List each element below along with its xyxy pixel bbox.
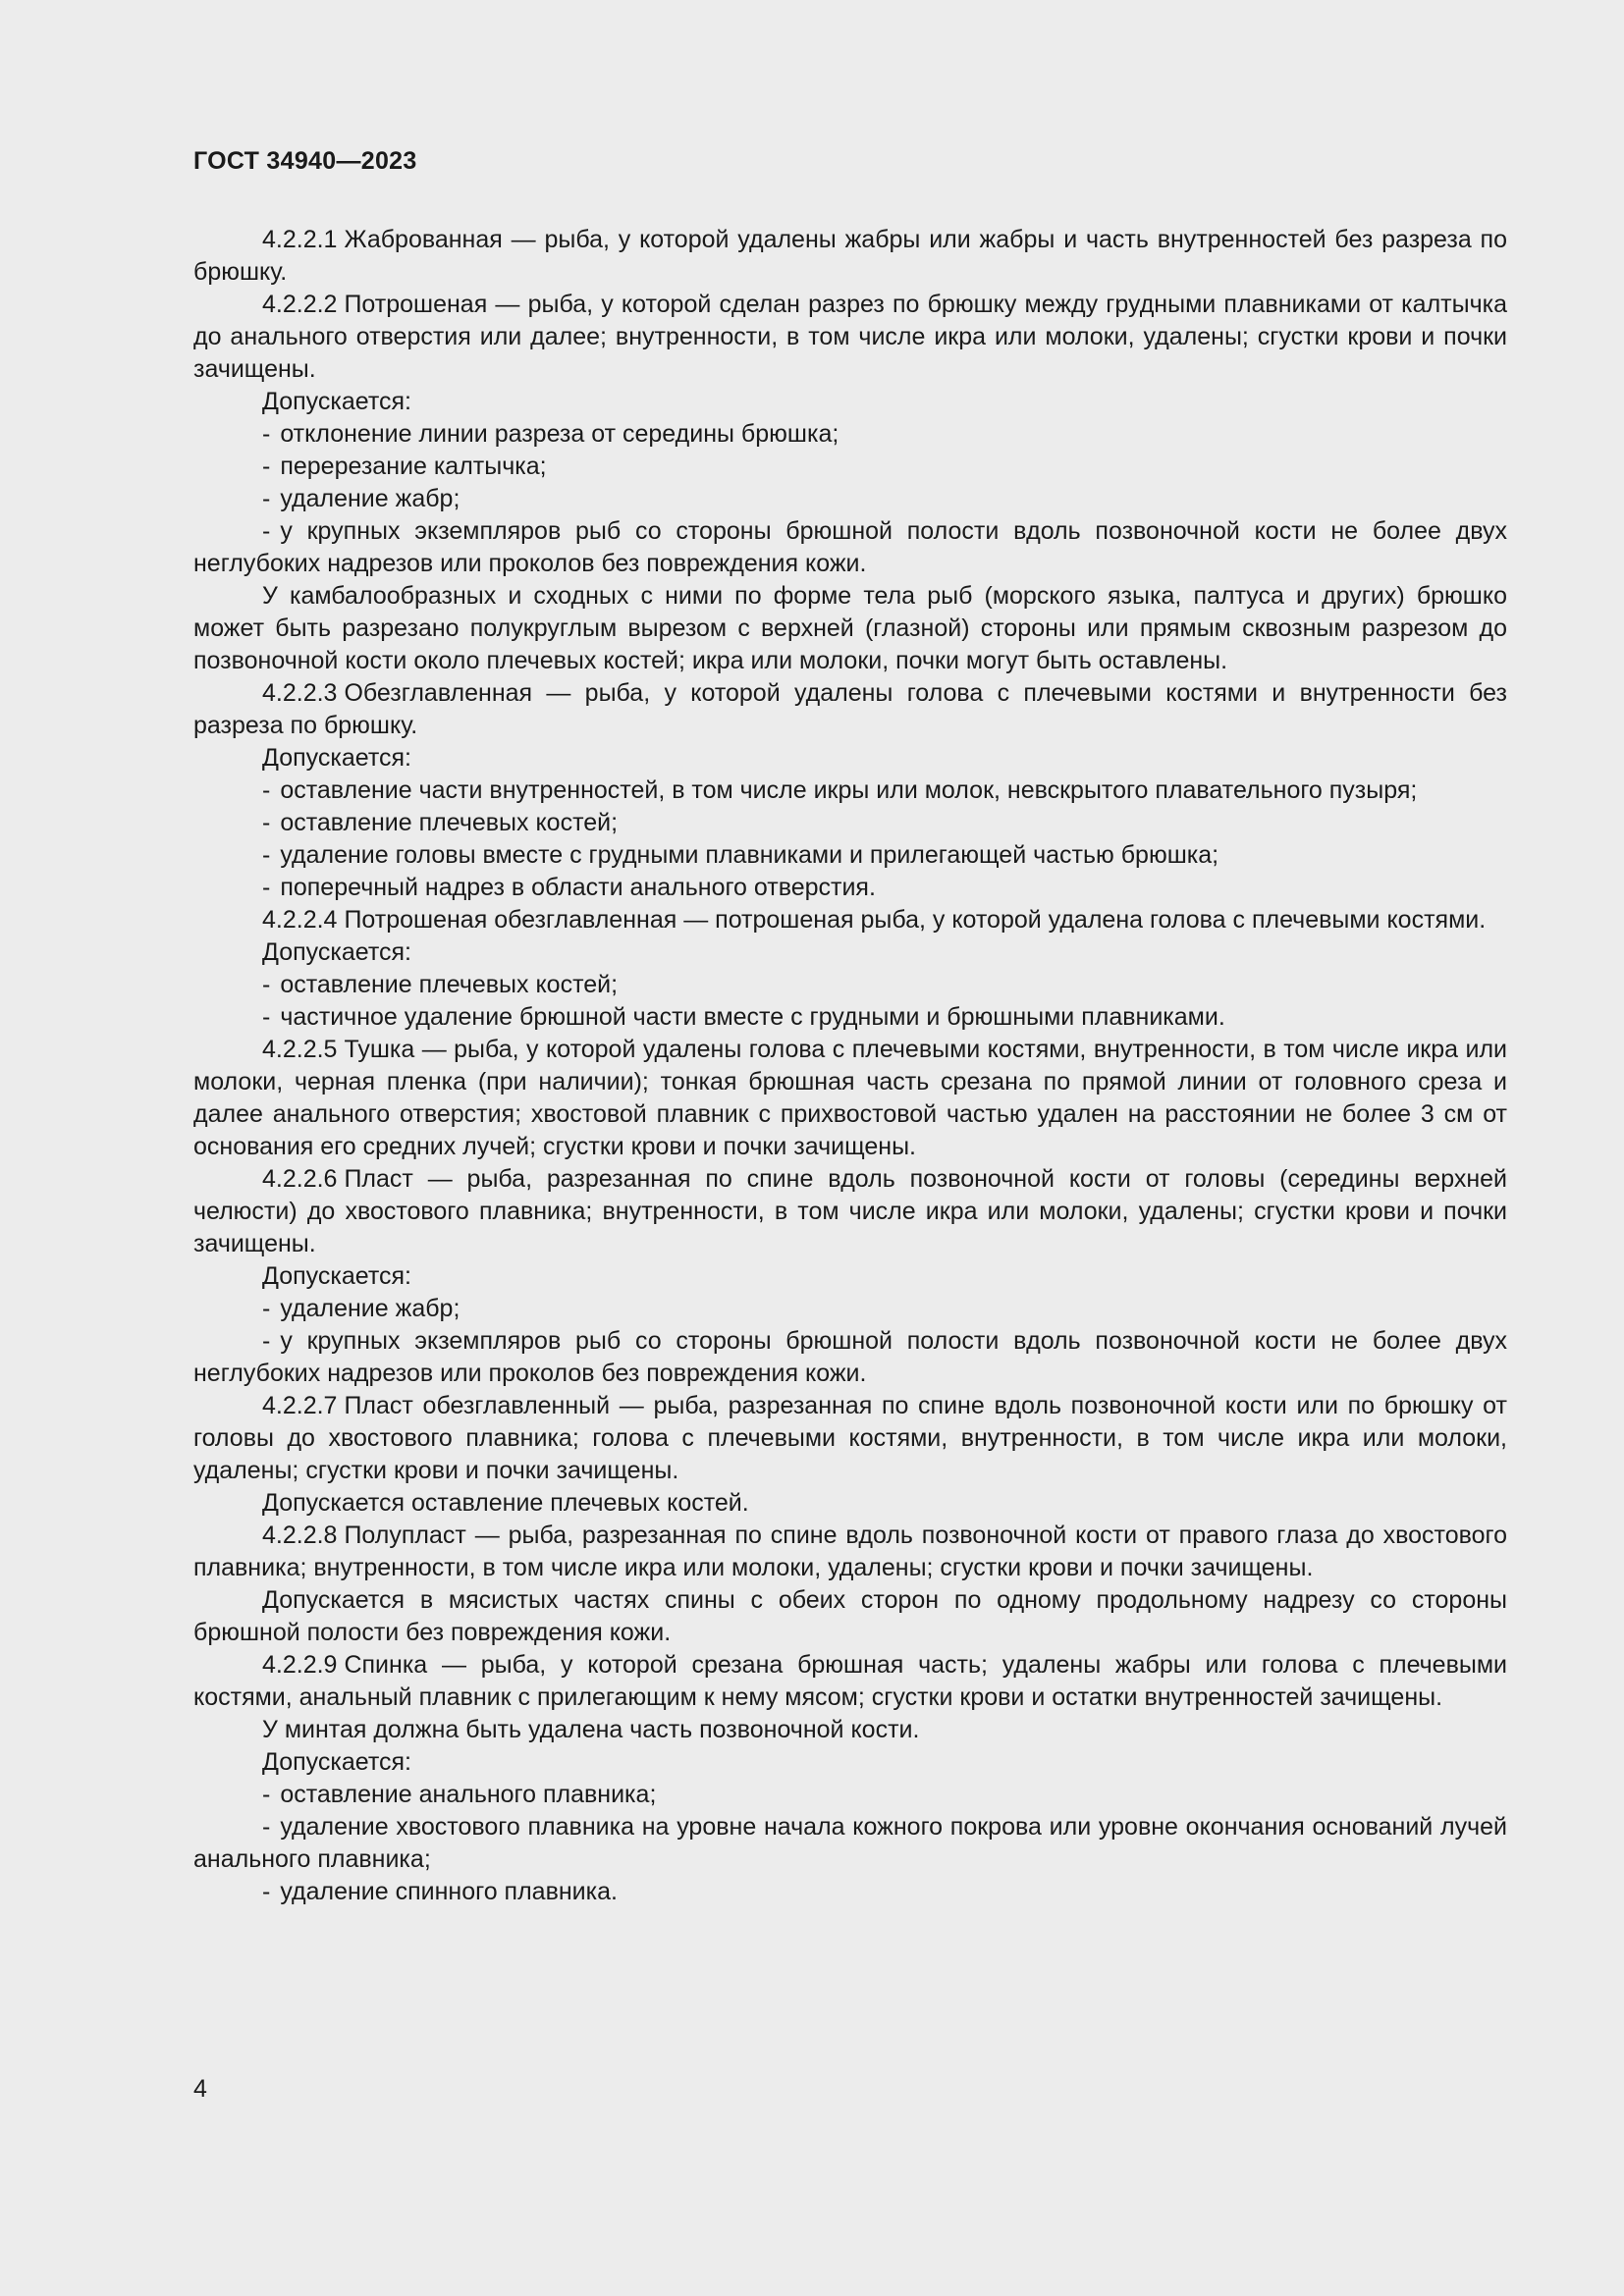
body-paragraph: Допускается: [262, 1262, 411, 1290]
list-item-text: частичное удаление брюшной части вместе с грудными и брюшными плавниками. [280, 1003, 1225, 1031]
list-item [193, 1293, 1507, 1325]
list-item-text: удаление спинного плавника. [280, 1878, 618, 1905]
body-paragraph: Допускается в мясистых частях спины с обеих сторон по одному продольному надрезу со стороны брюшной полости без повреждения кожи. [193, 1586, 1507, 1646]
list-item-text: перерезание калтычка; [280, 453, 547, 480]
clause-text: Пласт — рыба, разрезанная по спине вдоль позвоночной кости от головы (середины верхней челюсти) до хвостового плавника; внутренности, в том числе икра или молоки, удалены; сгустки крови и почки зачищены. [193, 1165, 1507, 1257]
list-item [193, 1325, 1507, 1390]
list-item-text: у крупных экземпляров рыб со стороны брюшной полости вдоль позвоночной кости не более двух неглубоких надрезов или проколов без повреждения кожи. [193, 517, 1507, 577]
clause-paragraph [193, 224, 1507, 289]
list-dash: - [262, 776, 271, 804]
list-dash: - [262, 453, 271, 480]
list-item-text: удаление хвостового плавника на уровне начала кожного покрова или уровне окончания оснований лучей анального плавника; [193, 1813, 1507, 1873]
list-dash: - [262, 874, 271, 901]
page-number: 4 [193, 2075, 207, 2103]
clause-number: 4.2.2.2 [262, 291, 338, 318]
clause-number: 4.2.2.7 [262, 1392, 338, 1419]
list-item [193, 1876, 1507, 1908]
body-paragraph: Допускается: [262, 1748, 411, 1776]
clause-number: 4.2.2.5 [262, 1036, 338, 1063]
clause-paragraph [193, 904, 1507, 936]
list-item [193, 1811, 1507, 1876]
list-item-text: оставление анального плавника; [280, 1781, 657, 1808]
list-dash: - [262, 971, 271, 998]
list-item [193, 1779, 1507, 1811]
list-item-text: удаление жабр; [280, 485, 460, 512]
clause-paragraph [193, 1649, 1507, 1714]
body-paragraph: У камбалообразных и сходных с ними по форме тела рыб (морского языка, палтуса и других) брюшко может быть разрезано полукруглым вырезом с верхней (глазной) стороны или прямым сквозным разрезом до позвоночной кости около плечевых костей; икра или молоки, почки могут быть оставлены. [193, 582, 1507, 674]
list-dash: - [262, 420, 271, 448]
list-item [193, 418, 1507, 451]
list-item-text: удаление жабр; [280, 1295, 460, 1322]
clause-paragraph [193, 677, 1507, 742]
body-paragraph: Допускается: [262, 744, 411, 772]
clause-text: Потрошеная — рыба, у которой сделан разрез по брюшку между грудными плавниками от калтычка до анального отверстия или далее; внутренности, в том числе икра или молоки, удалены; сгустки крови и почки зачищены. [193, 291, 1507, 383]
clause-number: 4.2.2.1 [262, 226, 338, 253]
list-item [193, 839, 1507, 872]
clause-text: Жаброванная — рыба, у которой удалены жабры или жабры и часть внутренностей без разреза по брюшку. [193, 226, 1507, 286]
list-dash: - [262, 841, 271, 869]
clause-number: 4.2.2.8 [262, 1522, 338, 1549]
clause-text: Полупласт — рыба, разрезанная по спине вдоль позвоночной кости от правого глаза до хвостового плавника; внутренности, в том числе икра или молоки, удалены; сгустки крови и почки зачищены. [193, 1522, 1507, 1581]
list-item [193, 807, 1507, 839]
list-item-text: оставление плечевых костей; [280, 809, 619, 836]
list-dash: - [262, 1295, 271, 1322]
list-dash: - [262, 485, 271, 512]
clause-text: Спинка — рыба, у которой срезана брюшная часть; удалены жабры или голова с плечевыми костями, анальный плавник с прилегающим к нему мясом; сгустки крови и остатки внутренностей зачищены. [193, 1651, 1507, 1711]
document-body [193, 224, 1507, 1908]
list-dash: - [262, 1878, 271, 1905]
list-item-text: поперечный надрез в области анального отверстия. [280, 874, 876, 901]
clause-number: 4.2.2.9 [262, 1651, 338, 1679]
list-item [193, 1001, 1507, 1034]
clause-text: Обезглавленная — рыба, у которой удалены голова с плечевыми костями и внутренности без разреза по брюшку. [193, 679, 1507, 739]
list-item-text: отклонение линии разреза от середины брюшка; [280, 420, 839, 448]
clause-number: 4.2.2.4 [262, 906, 338, 934]
list-item [193, 774, 1507, 807]
body-paragraph: Допускается оставление плечевых костей. [262, 1489, 749, 1517]
document-header: ГОСТ 34940—2023 [193, 147, 417, 175]
clause-paragraph [193, 1163, 1507, 1260]
clause-text: Потрошеная обезглавленная — потрошеная рыба, у которой удалена голова с плечевыми костями. [344, 906, 1487, 934]
list-dash: - [262, 1781, 271, 1808]
clause-paragraph [193, 1390, 1507, 1487]
list-item [193, 451, 1507, 483]
clause-text: Тушка — рыба, у которой удалены голова с плечевыми костями, внутренности, в том числе икра или молоки, черная пленка (при наличии); тонкая брюшная часть срезана по прямой линии от головного среза и далее анального отверстия; хвостовой плавник с прихвостовой частью удален на расстоянии не более 3 см от основания его средних лучей; сгустки крови и почки зачищены. [193, 1036, 1507, 1160]
clause-text: Пласт обезглавленный — рыба, разрезанная по спине вдоль позвоночной кости или по брюшку от головы до хвостового плавника; голова с плечевыми костями, внутренности, в том числе икра или молоки, удалены; сгустки крови и почки зачищены. [193, 1392, 1507, 1484]
clause-paragraph [193, 1034, 1507, 1163]
body-paragraph: У минтая должна быть удалена часть позвоночной кости. [262, 1716, 920, 1743]
clause-number: 4.2.2.6 [262, 1165, 338, 1193]
list-dash: - [262, 1813, 271, 1841]
list-item-text: оставление плечевых костей; [280, 971, 619, 998]
list-item-text: у крупных экземпляров рыб со стороны брюшной полости вдоль позвоночной кости не более двух неглубоких надрезов или проколов без повреждения кожи. [193, 1327, 1507, 1387]
list-dash: - [262, 809, 271, 836]
list-item [193, 969, 1507, 1001]
body-paragraph: Допускается: [262, 938, 411, 966]
clause-paragraph [193, 1520, 1507, 1584]
list-dash: - [262, 517, 271, 545]
list-dash: - [262, 1327, 271, 1355]
list-item [193, 872, 1507, 904]
clause-number: 4.2.2.3 [262, 679, 338, 707]
list-item-text: удаление головы вместе с грудными плавниками и прилегающей частью брюшка; [280, 841, 1219, 869]
list-dash: - [262, 1003, 271, 1031]
body-paragraph: Допускается: [262, 388, 411, 415]
list-item-text: оставление части внутренностей, в том числе икры или молок, невскрытого плавательного пузыря; [280, 776, 1418, 804]
list-item [193, 515, 1507, 580]
list-item [193, 483, 1507, 515]
clause-paragraph [193, 289, 1507, 386]
